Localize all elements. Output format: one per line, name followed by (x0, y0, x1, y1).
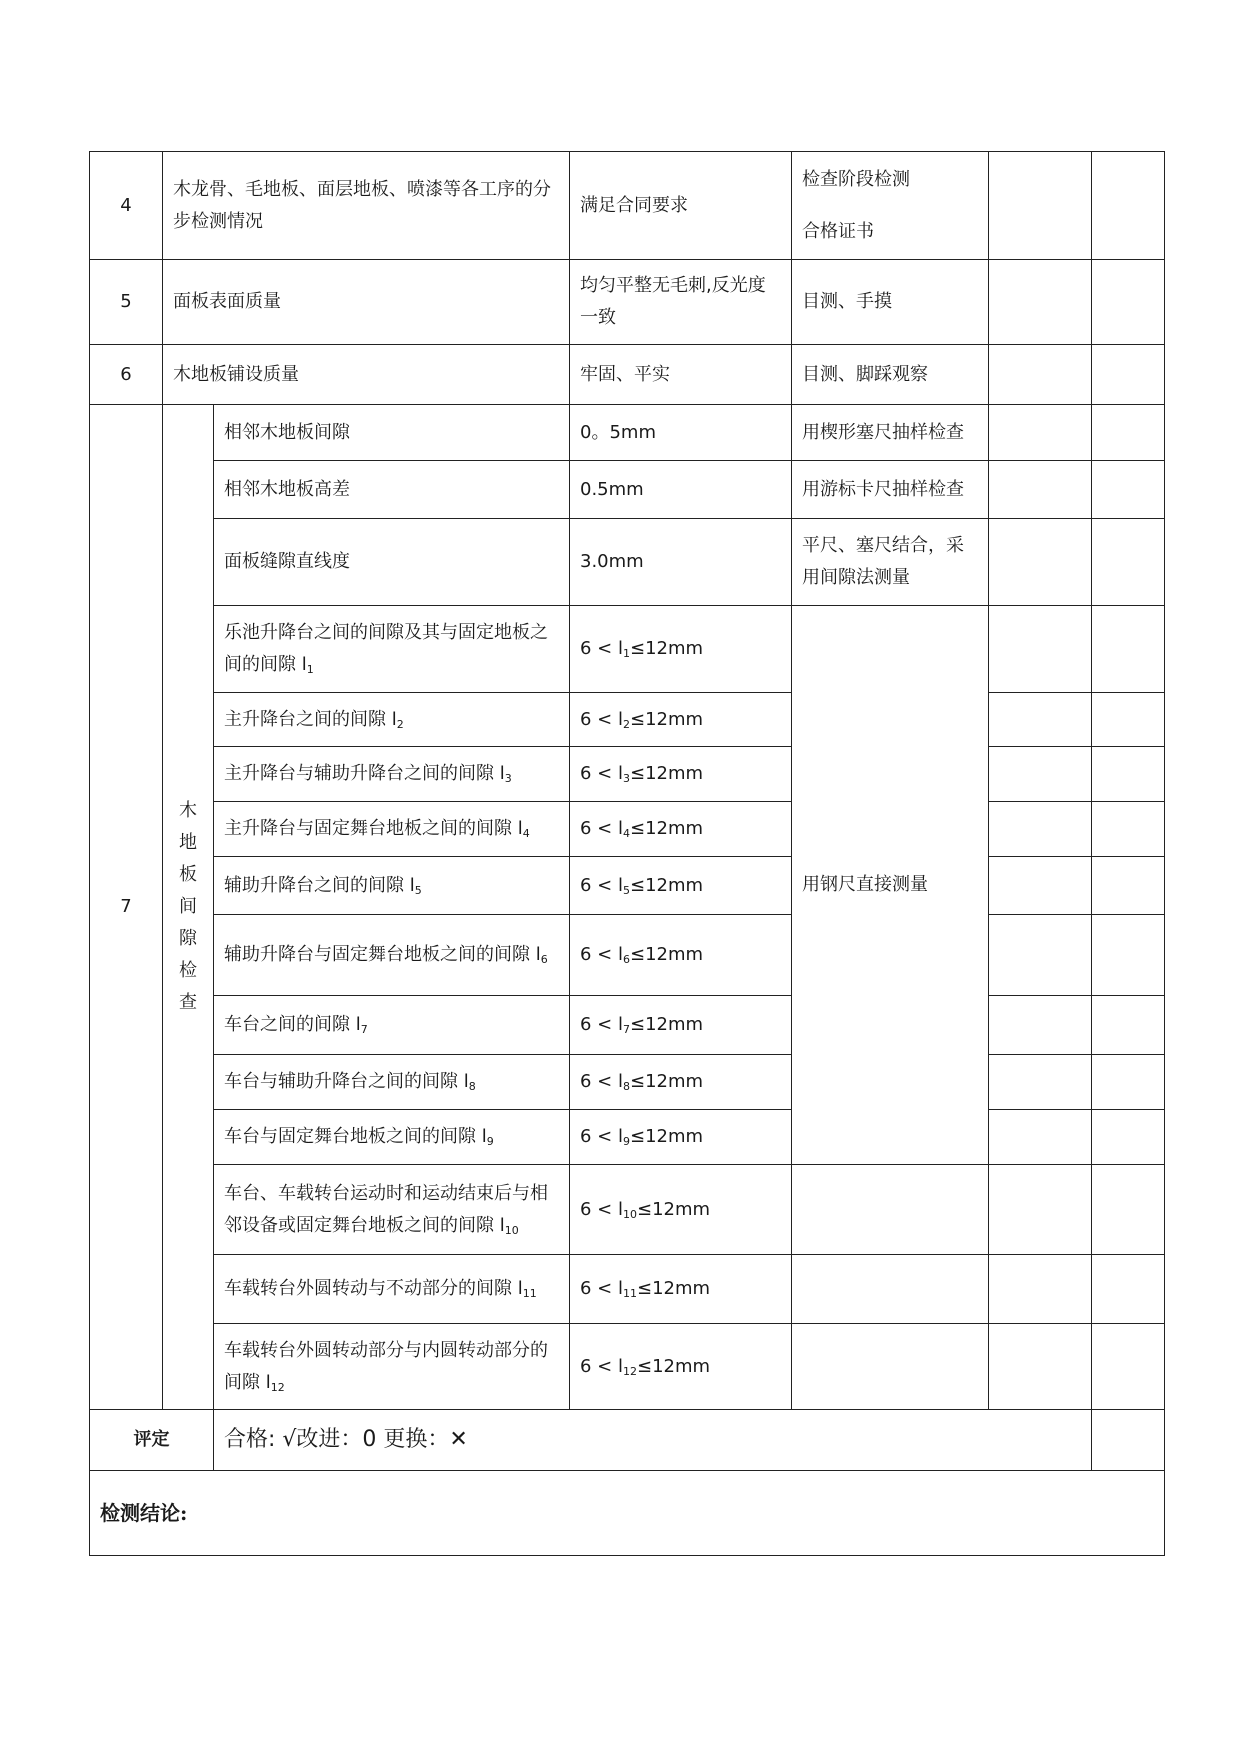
inspection-method: 用游标卡尺抽样检查 (792, 461, 989, 519)
inspection-item: 辅助升降台与固定舞台地板之间的间隙 $l_6$ (214, 915, 570, 996)
inspection-method: 目测、手摸 (792, 260, 989, 345)
table-row (90, 1255, 1165, 1324)
category-char: 地 (179, 832, 197, 853)
result-cell (989, 693, 1092, 747)
inspection-method (792, 1324, 989, 1410)
inspection-item: 主升降台与辅助升降台之间的间隙 $l_3$ (214, 747, 570, 802)
inspection-method: 目测、脚踩观察 (792, 345, 989, 405)
remark-cell (1092, 747, 1165, 802)
table-row (90, 345, 1165, 405)
result-cell (989, 1255, 1092, 1324)
evaluation-legend: 合格: √改进：0 更换：✕ (214, 1410, 1092, 1471)
result-cell (989, 152, 1092, 260)
remark-cell (1092, 996, 1165, 1055)
inspection-item: 车载转台外圆转动与不动部分的间隙 $l_{11}$ (214, 1255, 570, 1324)
category-label (163, 405, 214, 1410)
inspection-item: 相邻木地板间隙 (214, 405, 570, 461)
result-cell (989, 996, 1092, 1055)
inspection-method: 用楔形塞尺抽样检查 (792, 405, 989, 461)
remark-cell (1092, 461, 1165, 519)
category-char: 查 (179, 992, 197, 1013)
inspection-method (792, 1255, 989, 1324)
remark-cell (1092, 519, 1165, 606)
remark-cell (1092, 1410, 1165, 1471)
category-char: 检 (179, 960, 197, 981)
category-char: 木 (179, 800, 197, 821)
table-row (90, 405, 1165, 461)
method-line: 合格证书 (802, 220, 874, 242)
remark-cell (1092, 345, 1165, 405)
result-cell (989, 747, 1092, 802)
result-cell (989, 606, 1092, 693)
standard: $6 < l_6\le 12mm$ (570, 915, 792, 996)
remark-cell (1092, 152, 1165, 260)
inspection-method: 平尺、塞尺结合，采用间隙法测量 (792, 519, 989, 606)
standard: $6 < l_1\le 12mm$ (570, 606, 792, 693)
result-cell (989, 857, 1092, 915)
evaluation-label: 评定 (90, 1410, 214, 1471)
standard: $6 < l_4\le 12mm$ (570, 802, 792, 857)
remark-cell (1092, 693, 1165, 747)
remark-cell (1092, 802, 1165, 857)
table-row (90, 996, 1165, 1055)
inspection-item: 木地板铺设质量 (163, 345, 570, 405)
standard: $6 < l_{12}\le 12mm$ (570, 1324, 792, 1410)
remark-cell (1092, 1324, 1165, 1410)
inspection-item: 相邻木地板高差 (214, 461, 570, 519)
table-row (90, 260, 1165, 345)
inspection-method (792, 152, 989, 260)
standard: $6 < l_9\le 12mm$ (570, 1110, 792, 1165)
result-cell (989, 1324, 1092, 1410)
table-row (90, 1110, 1165, 1165)
category-char: 隙 (179, 928, 197, 949)
result-cell (989, 260, 1092, 345)
standard: 3.0mm (570, 519, 792, 606)
conclusion-label: 检测结论: (90, 1471, 1165, 1556)
category-char: 板 (179, 864, 197, 885)
remark-cell (1092, 260, 1165, 345)
table-row (90, 747, 1165, 802)
standard: 牢固、平实 (570, 345, 792, 405)
standard: $6 < l_{11}\le 12mm$ (570, 1255, 792, 1324)
standard: $6 < l_7\le 12mm$ (570, 996, 792, 1055)
inspection-item: 辅助升降台之间的间隙 $l_5$ (214, 857, 570, 915)
inspection-item: 车台与固定舞台地板之间的间隙 $l_9$ (214, 1110, 570, 1165)
evaluation-row (90, 1410, 1165, 1471)
remark-cell (1092, 606, 1165, 693)
table-row (90, 519, 1165, 606)
row-number: 7 (90, 405, 163, 1410)
method-line: 检查阶段检测 (802, 168, 910, 190)
inspection-item: 车台、车载转台运动时和运动结束后与相邻设备或固定舞台地板之间的间隙 $l_{10}$ (214, 1165, 570, 1255)
inspection-item: 车台与辅助升降台之间的间隙 $l_8$ (214, 1055, 570, 1110)
standard: $6 < l_3\le 12mm$ (570, 747, 792, 802)
standard: $6 < l_5\le 12mm$ (570, 857, 792, 915)
inspection-item: 面板缝隙直线度 (214, 519, 570, 606)
remark-cell (1092, 1110, 1165, 1165)
standard: $6 < l_8\le 12mm$ (570, 1055, 792, 1110)
inspection-method (792, 1165, 989, 1255)
inspection-item: 主升降台之间的间隙 $l_2$ (214, 693, 570, 747)
table-row (90, 915, 1165, 996)
standard: $6 < l_{10}\le 12mm$ (570, 1165, 792, 1255)
remark-cell (1092, 857, 1165, 915)
remark-cell (1092, 1055, 1165, 1110)
result-cell (989, 1055, 1092, 1110)
remark-cell (1092, 1165, 1165, 1255)
standard: 0.5mm (570, 461, 792, 519)
inspection-item: 主升降台与固定舞台地板之间的间隙 $l_4$ (214, 802, 570, 857)
category-char: 间 (179, 896, 197, 917)
remark-cell (1092, 1255, 1165, 1324)
table-row (90, 1165, 1165, 1255)
inspection-table (89, 151, 1165, 1556)
table-row (90, 693, 1165, 747)
table-row (90, 857, 1165, 915)
row-number: 6 (90, 345, 163, 405)
table-row (90, 1055, 1165, 1110)
remark-cell (1092, 915, 1165, 996)
result-cell (989, 915, 1092, 996)
row-number: 4 (90, 152, 163, 260)
standard: 0。5mm (570, 405, 792, 461)
inspection-item: 车台之间的间隙 $l_7$ (214, 996, 570, 1055)
conclusion-row (90, 1471, 1165, 1556)
table-row (90, 461, 1165, 519)
standard: $6 < l_2\le 12mm$ (570, 693, 792, 747)
result-cell (989, 405, 1092, 461)
result-cell (989, 461, 1092, 519)
result-cell (989, 345, 1092, 405)
result-cell (989, 1110, 1092, 1165)
table-row (90, 1324, 1165, 1410)
inspection-method: 用钢尺直接测量 (792, 606, 989, 1165)
inspection-item: 车载转台外圆转动部分与内圆转动部分的间隙 $l_{12}$ (214, 1324, 570, 1410)
remark-cell (1092, 405, 1165, 461)
inspection-item: 木龙骨、毛地板、面层地板、喷漆等各工序的分步检测情况 (163, 152, 570, 260)
result-cell (989, 802, 1092, 857)
table-row (90, 152, 1165, 260)
row-number: 5 (90, 260, 163, 345)
inspection-item: 乐池升降台之间的间隙及其与固定地板之间的间隙 $l_1$ (214, 606, 570, 693)
result-cell (989, 1165, 1092, 1255)
result-cell (989, 519, 1092, 606)
table-row (90, 606, 1165, 693)
standard: 满足合同要求 (570, 152, 792, 260)
table-row (90, 802, 1165, 857)
standard: 均匀平整无毛刺,反光度一致 (570, 260, 792, 345)
inspection-item: 面板表面质量 (163, 260, 570, 345)
